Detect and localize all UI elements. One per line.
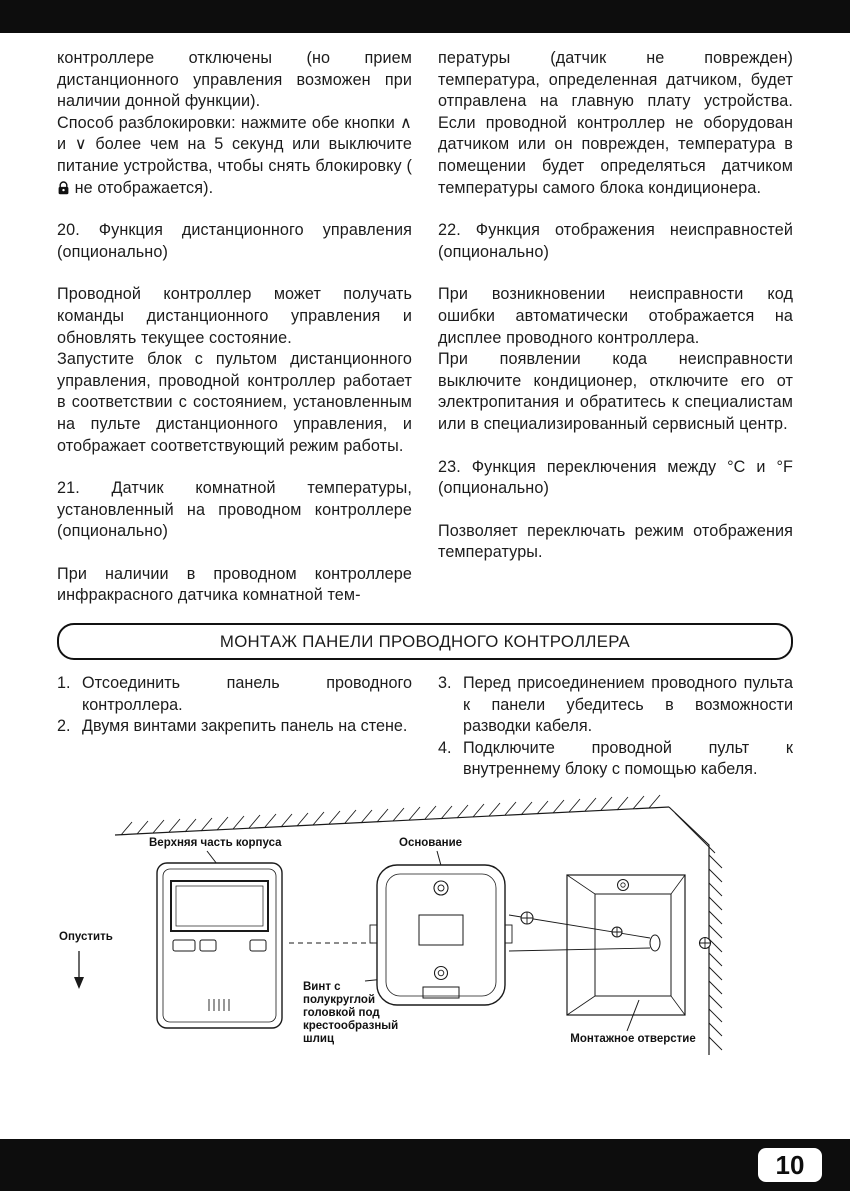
label-top-case: Верхняя часть корпуса: [149, 837, 282, 850]
bottom-black-bar: [0, 1139, 850, 1191]
wall-box-drawing: [567, 875, 685, 1015]
step-number: 2.: [57, 717, 71, 736]
step-number: 4.: [438, 738, 452, 757]
list-item: [57, 716, 412, 738]
section-title: МОНТАЖ ПАНЕЛИ ПРОВОДНОГО КОНТРОЛЛЕРА: [219, 631, 631, 651]
page-content: [57, 33, 793, 1093]
paragraph: При появлении кода неисправности выключите кондиционер, отключите его от электропитания и обратитесь к специалистам или в специализированный сервисный центр.: [438, 350, 793, 433]
step-text: Перед присоединением проводного пульта к панели убедитесь в возможности разводки кабеля.: [463, 674, 793, 736]
step-text: Двумя винтами закрепить панель на стене.: [82, 717, 408, 736]
mounting-steps: [57, 673, 793, 781]
paragraph: Запустите блок с пультом дистанционного управления, проводной контроллер работает в соответствии с состоянием, установленным на пульте дистанционного управления, и отображает соответствующий режим работы.: [57, 350, 412, 455]
heading-21: 21. Датчик комнатной температуры, установленный на проводном контроллере (опционально): [57, 479, 412, 541]
heading-23: 23. Функция переключения между °C и °F (опционально): [438, 457, 793, 498]
controller-panel-drawing: [157, 863, 282, 1028]
two-column-text: [57, 48, 793, 607]
label-base: Основание: [399, 837, 463, 850]
step-text: Подключите проводной пульт к внутреннему блоку с помощью кабеля.: [463, 738, 793, 779]
label-screw: Винт с полукруглой головкой под крестообразный шлиц: [303, 981, 399, 1046]
list-item: [438, 673, 793, 738]
heading-22: 22. Функция отображения неисправностей (опционально): [438, 221, 793, 261]
step-number: 3.: [438, 674, 452, 693]
step-text: Отсоединить панель проводного контроллера.: [82, 674, 412, 714]
section-title-box: [57, 623, 793, 660]
paragraph: Проводной контроллер может получать команды дистанционного управления и обновлять текущее состояние.: [57, 285, 412, 347]
lock-icon: [57, 181, 70, 195]
steps-right-column: [438, 673, 793, 781]
left-column: [57, 48, 412, 607]
right-column: [438, 48, 793, 607]
page-number: 10: [758, 1148, 822, 1182]
label-mount-hole: Монтажное отверстие: [570, 1033, 696, 1046]
heading-20: 20. Функция дистанционного управления (опционально): [57, 221, 412, 261]
paragraph: При наличии в проводном контроллере инфракрасного датчика комнатной тем-: [57, 564, 412, 605]
paragraph-text: не отображается).: [70, 178, 214, 197]
step-number: 1.: [57, 674, 71, 693]
paragraph: Позволяет переключать режим отображения температуры.: [438, 521, 793, 562]
paragraph: пературы (датчик не поврежден) температура, определенная датчиком, будет отправлена на главную плату устройства. Если проводной контроллер не оборудован датчиком или он поврежден, температура в помещении будет определяться датчиком температуры самого блока кондиционера.: [438, 49, 793, 197]
steps-left-column: [57, 673, 412, 781]
paragraph: При возникновении неисправности код ошибки автоматически отображается на дисплее проводного контроллера.: [438, 285, 793, 347]
screw-icon: [521, 912, 711, 949]
down-arrow-icon: [74, 951, 84, 989]
mounting-diagram: [57, 793, 793, 1093]
paragraph: [57, 113, 412, 199]
label-lower: Опустить: [59, 931, 113, 944]
list-item: [438, 738, 793, 781]
paragraph: контроллере отключены (но прием дистанционного управления возможен при наличии донной функции).: [57, 49, 412, 111]
paragraph-text: Способ разблокировки: нажмите обе кнопки ∧ и ∨ более чем на 5 секунд или выключите питание устройства, чтобы снять блокировку (: [57, 113, 412, 175]
top-black-bar: [0, 0, 850, 33]
list-item: [57, 673, 412, 716]
